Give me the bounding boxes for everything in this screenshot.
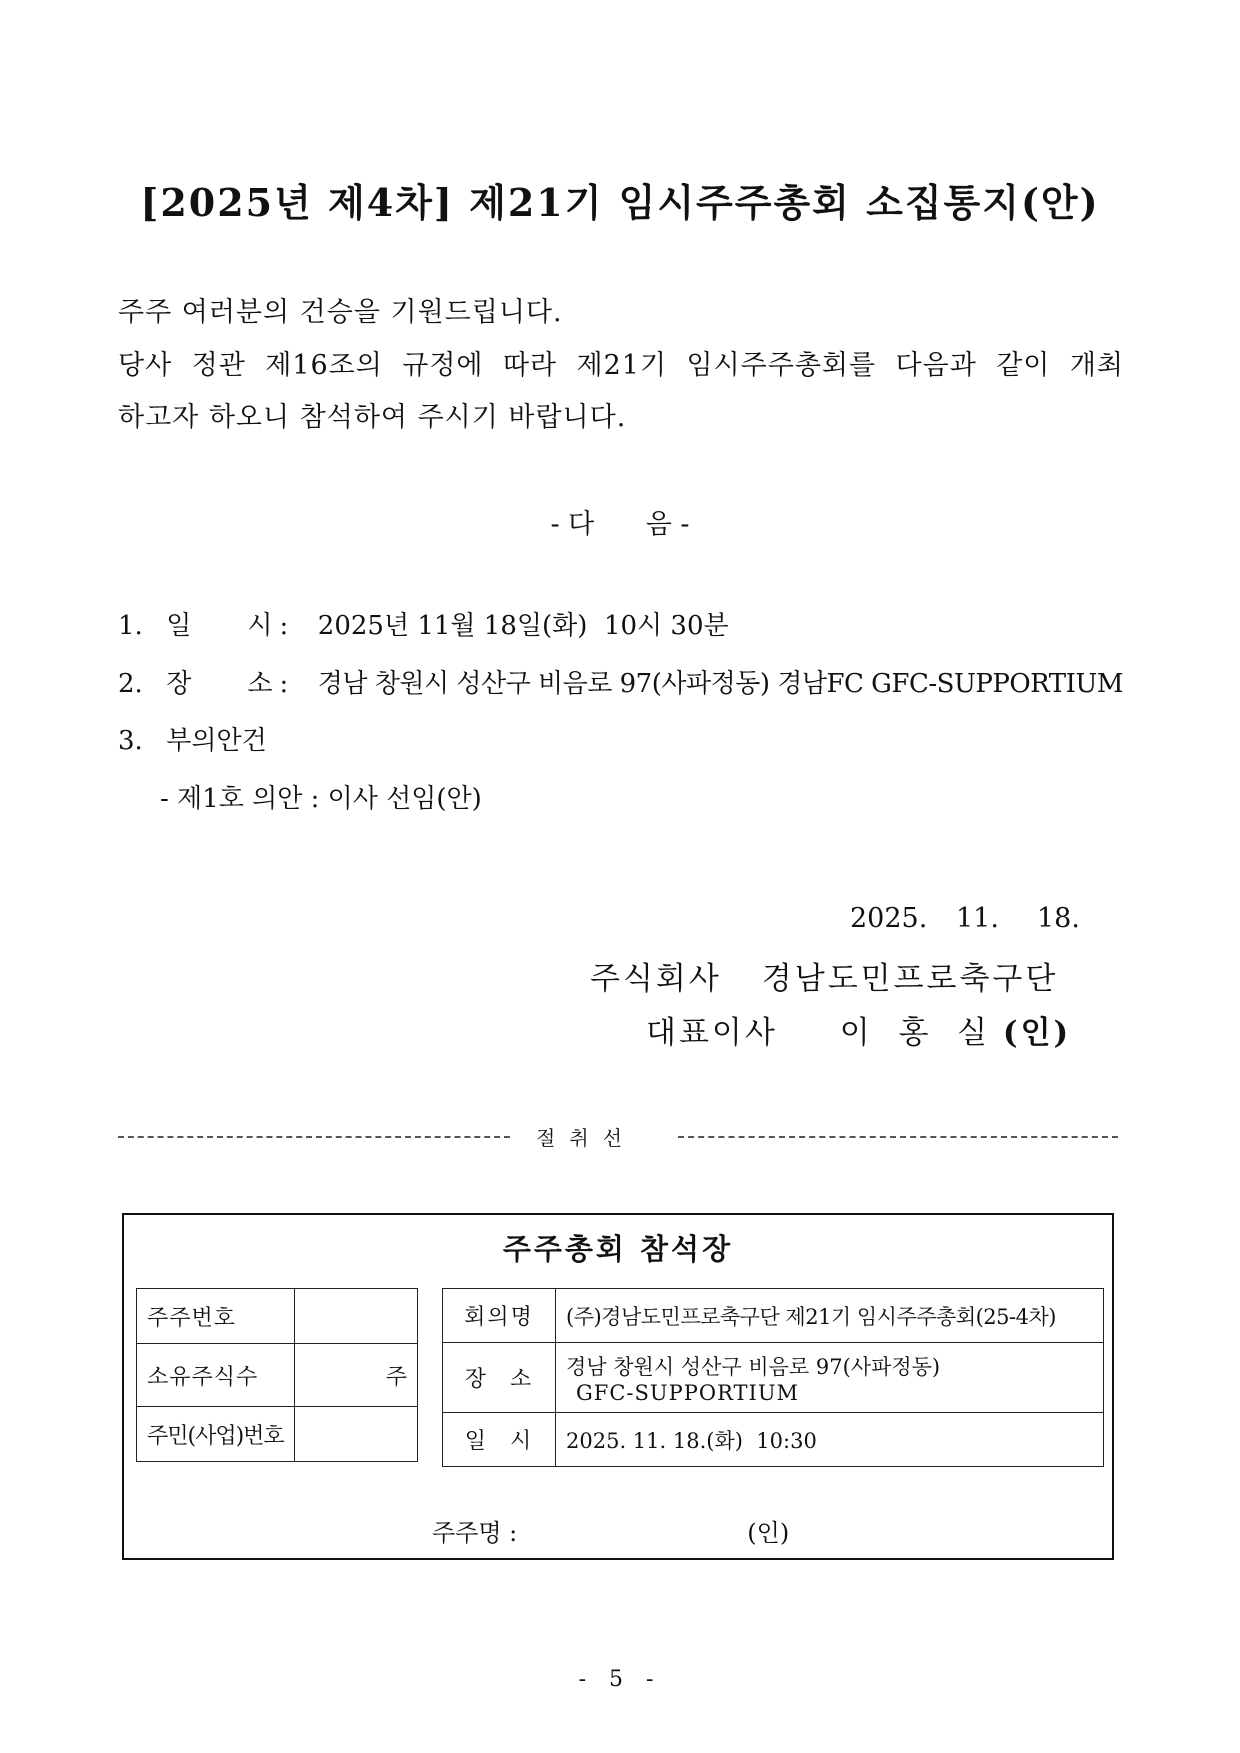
item-label: 부의안건 xyxy=(166,726,267,756)
item-label: 장 소 xyxy=(166,669,274,699)
table-cell: 경남 창원시 성산구 비음로 97(사파정동) GFC-SUPPORTIUM xyxy=(556,1343,1104,1413)
page-title: [2025년 제4차] 제21기 임시주주총회 소집통지(안) xyxy=(140,180,1100,225)
attendance-card-title: 주주총회 참석장 xyxy=(502,1232,734,1266)
table-cell: (주)경남도민프로축구단 제21기 임시주주총회(25-4차) xyxy=(556,1289,1104,1343)
greeting-line-1: 주주 여러분의 건승을 기원드립니다. xyxy=(118,297,563,328)
table-cell: 주 xyxy=(294,1344,417,1407)
table-cell xyxy=(294,1407,417,1462)
seal-mark: (인) xyxy=(1002,1015,1072,1051)
representative: 대표이사 이 홍 실 (인) xyxy=(646,1015,1072,1051)
item-number: 1. xyxy=(118,611,143,641)
meeting-info-table xyxy=(442,1288,1104,1467)
item-separator: : xyxy=(279,669,289,699)
dagum-heading: - 다 음 - xyxy=(550,509,690,540)
table-row xyxy=(443,1343,1104,1413)
table-cell: 일 시 xyxy=(443,1413,556,1467)
shareholder-info-table xyxy=(136,1288,418,1462)
table-cell: 회의명 xyxy=(443,1289,556,1343)
item-label: 일 시 xyxy=(166,611,274,641)
table-cell: 2025. 11. 18.(화) 10:30 xyxy=(556,1413,1104,1467)
table-cell: 주주번호 xyxy=(137,1289,295,1344)
item-place xyxy=(118,663,1123,700)
table-cell: 소유주식수 xyxy=(137,1344,295,1407)
item-value: 2025년 11월 18일(화) 10시 30분 xyxy=(317,611,729,641)
shareholder-name-line: 주주명 : (인) xyxy=(432,1513,789,1548)
table-row xyxy=(137,1407,418,1462)
table-row xyxy=(137,1344,418,1407)
item-date xyxy=(118,605,729,642)
greeting-line-2: 당사 정관 제16조의 규정에 따라 제21기 임시주주총회를 다음과 같이 개최 xyxy=(118,350,1124,381)
item-value: 경남 창원시 성산구 비음로 97(사파정동) 경남FC GFC-SUPPORTIUM xyxy=(317,669,1123,699)
item-separator: : xyxy=(279,611,289,641)
greeting-line-3: 하고자 하오니 참석하여 주시기 바랍니다. xyxy=(118,402,627,433)
item-number: 2. xyxy=(118,669,143,699)
seal-mark: (인) xyxy=(747,1519,790,1547)
table-row xyxy=(443,1289,1104,1343)
notice-date: 2025. 11. 18. xyxy=(850,903,1080,934)
item-number: 3. xyxy=(118,726,143,756)
table-cell: 주민(사업)번호 xyxy=(137,1407,295,1462)
attendance-card xyxy=(122,1213,1114,1560)
agenda-item-1: - 제1호 의안 : 이사 선임(안) xyxy=(160,784,482,814)
cut-line-label: 절취선 xyxy=(536,1126,636,1150)
company-name: 주식회사 경남도민프로축구단 xyxy=(590,961,1059,997)
page-number: - 5 - xyxy=(578,1667,662,1692)
table-cell: 장 소 xyxy=(443,1343,556,1413)
table-row xyxy=(137,1289,418,1344)
table-row xyxy=(443,1413,1104,1467)
cut-line xyxy=(118,1122,1118,1152)
item-agenda xyxy=(118,720,271,757)
table-cell xyxy=(294,1289,417,1344)
